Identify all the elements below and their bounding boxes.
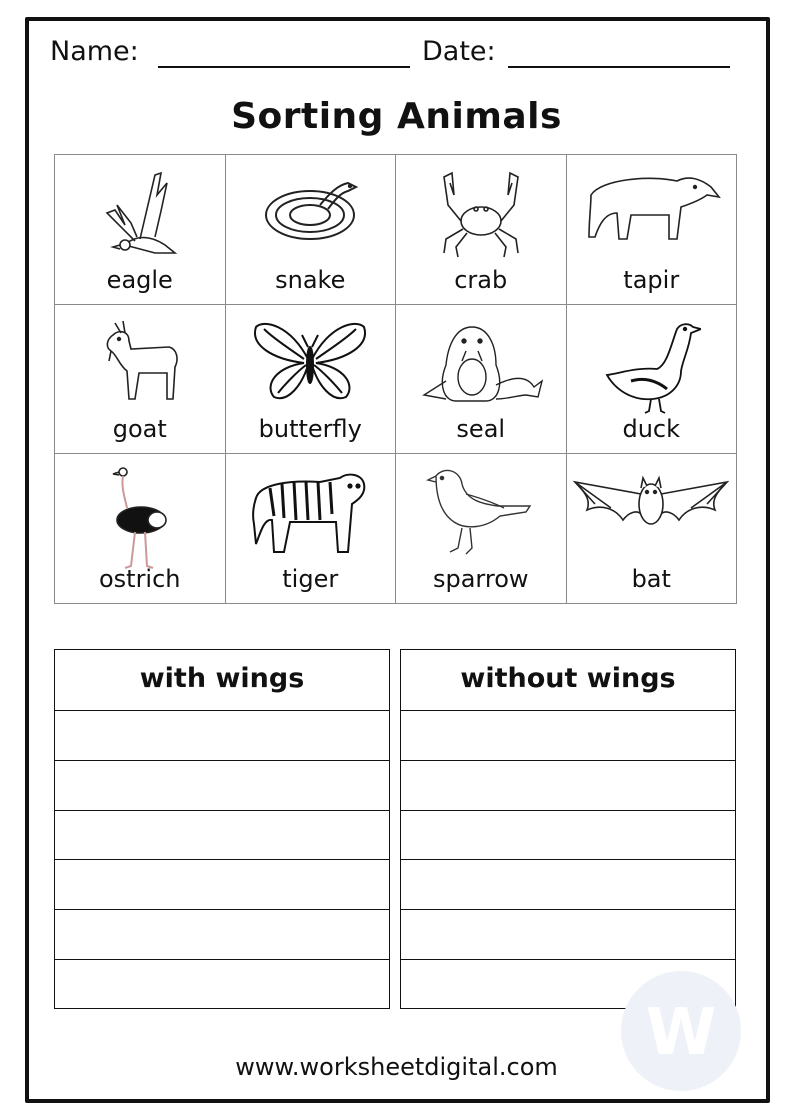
answer-row[interactable] [401,811,735,861]
animal-label: sparrow [432,565,529,593]
animal-card [396,155,567,305]
animal-label: seal [456,415,506,444]
answer-row[interactable] [55,860,389,910]
crab-icon [436,165,526,260]
tiger-icon [250,464,370,559]
animal-card [55,155,226,305]
eagle-icon [95,165,185,265]
butterfly-icon [250,315,370,405]
snake-icon [260,165,360,245]
date-field[interactable] [508,66,730,68]
name-field[interactable] [158,66,410,68]
answer-row[interactable] [401,860,735,910]
animal-card [55,454,226,604]
without-wings-table [400,649,736,1009]
animal-card [226,155,397,305]
with-wings-table [54,649,390,1009]
animal-label: duck [622,415,681,444]
ostrich-icon [105,464,175,574]
animal-label: ostrich [98,565,181,593]
name-label: Name: [50,36,139,67]
table-heading: with wings [55,650,389,711]
animal-label: crab [454,265,508,294]
animal-grid [54,154,737,604]
animal-card [396,454,567,604]
duck-icon [601,315,701,415]
animal-label: goat [112,415,167,444]
answer-row[interactable] [401,910,735,960]
animal-card [396,305,567,455]
date-label: Date: [422,36,496,67]
animal-label: bat [631,565,671,593]
tapir-icon [581,165,721,245]
answer-row[interactable] [401,711,735,761]
animal-card [226,454,397,604]
animal-card [226,305,397,455]
page-title: Sorting Animals [231,96,562,137]
answer-row[interactable] [55,811,389,861]
seal-icon [416,315,546,405]
name-date-row [50,36,740,76]
bat-icon [571,464,731,544]
answer-row[interactable] [55,960,389,1010]
answer-row[interactable] [55,711,389,761]
table-heading: without wings [401,650,735,711]
animal-card [567,305,738,455]
animal-label: tiger [282,565,339,593]
animal-label: eagle [106,265,173,294]
answer-row[interactable] [55,761,389,811]
animal-card [567,155,738,305]
goat-icon [95,315,185,405]
animal-card [55,305,226,455]
animal-card [567,454,738,604]
animal-label: butterfly [258,415,362,444]
answer-row[interactable] [401,761,735,811]
watermark-letter: W [645,996,717,1070]
sparrow-icon [426,464,536,559]
footer-url[interactable]: www.worksheetdigital.com [235,1053,558,1081]
animal-label: snake [275,265,346,294]
animal-label: tapir [623,265,680,294]
answer-row[interactable] [55,910,389,960]
